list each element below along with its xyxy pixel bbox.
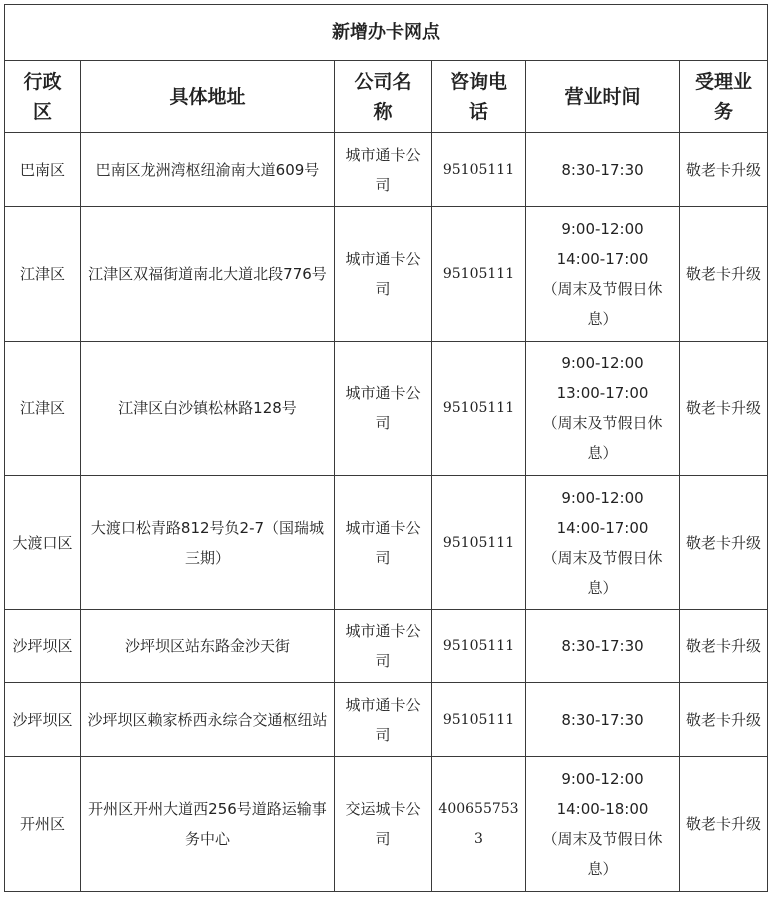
cell-district: 江津区 — [5, 341, 81, 475]
cell-company: 城市通卡公司 — [335, 476, 432, 610]
table-row — [5, 133, 768, 207]
table-title: 新增办卡网点 — [5, 5, 768, 61]
cell-phone: 95105111 — [432, 133, 526, 207]
cell-hours — [526, 610, 680, 683]
cell-company: 城市通卡公司 — [335, 207, 432, 341]
cell-address: 江津区双福街道南北大道北段776号 — [81, 207, 335, 341]
cell-hours — [526, 683, 680, 756]
header-district: 行政区 — [5, 61, 81, 133]
cell-company: 城市通卡公司 — [335, 683, 432, 756]
cell-district: 巴南区 — [5, 133, 81, 207]
cell-company: 城市通卡公司 — [335, 341, 432, 475]
hours-line: 14:00-17:00 — [556, 250, 649, 269]
hours-line: 8:30-17:30 — [561, 710, 644, 729]
cell-service: 敬老卡升级 — [680, 683, 768, 756]
cell-district: 沙坪坝区 — [5, 683, 81, 756]
table-row — [5, 207, 768, 341]
cell-hours — [526, 756, 680, 891]
cell-district: 开州区 — [5, 756, 81, 891]
table-row — [5, 476, 768, 610]
cell-phone: 4006557533 — [432, 756, 526, 891]
cell-service: 敬老卡升级 — [680, 610, 768, 683]
cell-company: 城市通卡公司 — [335, 133, 432, 207]
cell-address: 沙坪坝区赖家桥西永综合交通枢纽站 — [81, 683, 335, 756]
cell-district: 沙坪坝区 — [5, 610, 81, 683]
cell-hours — [526, 341, 680, 475]
cell-service: 敬老卡升级 — [680, 207, 768, 341]
hours-line: 8:30-17:30 — [561, 637, 644, 656]
cell-address: 巴南区龙洲湾枢纽渝南大道609号 — [81, 133, 335, 207]
hours-line: （周末及节假日休息） — [542, 414, 663, 463]
table-row — [5, 610, 768, 683]
hours-line: 9:00-12:00 — [561, 488, 644, 507]
hours-line: 9:00-12:00 — [561, 354, 644, 373]
cell-address: 江津区白沙镇松林路128号 — [81, 341, 335, 475]
cell-phone: 95105111 — [432, 341, 526, 475]
header-address: 具体地址 — [81, 61, 335, 133]
hours-line: 9:00-12:00 — [561, 220, 644, 239]
cell-service: 敬老卡升级 — [680, 341, 768, 475]
hours-line: 13:00-17:00 — [556, 384, 649, 403]
cell-service: 敬老卡升级 — [680, 476, 768, 610]
cell-address: 大渡口松青路812号负2-7（国瑞城三期） — [81, 476, 335, 610]
header-service: 受理业务 — [680, 61, 768, 133]
hours-line: 14:00-18:00 — [556, 799, 649, 818]
hours-line: 9:00-12:00 — [561, 769, 644, 788]
table-row — [5, 341, 768, 475]
cell-company: 城市通卡公司 — [335, 610, 432, 683]
cell-company: 交运城卡公司 — [335, 756, 432, 891]
cell-address: 开州区开州大道西256号道路运输事务中心 — [81, 756, 335, 891]
hours-line: （周末及节假日休息） — [542, 829, 663, 878]
cell-district: 江津区 — [5, 207, 81, 341]
header-company: 公司名称 — [335, 61, 432, 133]
header-phone: 咨询电话 — [432, 61, 526, 133]
hours-line: 14:00-17:00 — [556, 518, 649, 537]
cell-hours — [526, 207, 680, 341]
hours-line: （周末及节假日休息） — [542, 280, 663, 329]
outlet-table — [4, 4, 768, 892]
cell-hours — [526, 133, 680, 207]
cell-phone: 95105111 — [432, 610, 526, 683]
cell-address: 沙坪坝区站东路金沙天街 — [81, 610, 335, 683]
cell-hours — [526, 476, 680, 610]
hours-line: 8:30-17:30 — [561, 160, 644, 179]
cell-phone: 95105111 — [432, 476, 526, 610]
cell-district: 大渡口区 — [5, 476, 81, 610]
cell-service: 敬老卡升级 — [680, 133, 768, 207]
cell-phone: 95105111 — [432, 207, 526, 341]
cell-service: 敬老卡升级 — [680, 756, 768, 891]
cell-phone: 95105111 — [432, 683, 526, 756]
table-row — [5, 683, 768, 756]
table-row — [5, 756, 768, 891]
hours-line: （周末及节假日休息） — [542, 548, 663, 597]
header-hours: 营业时间 — [526, 61, 680, 133]
